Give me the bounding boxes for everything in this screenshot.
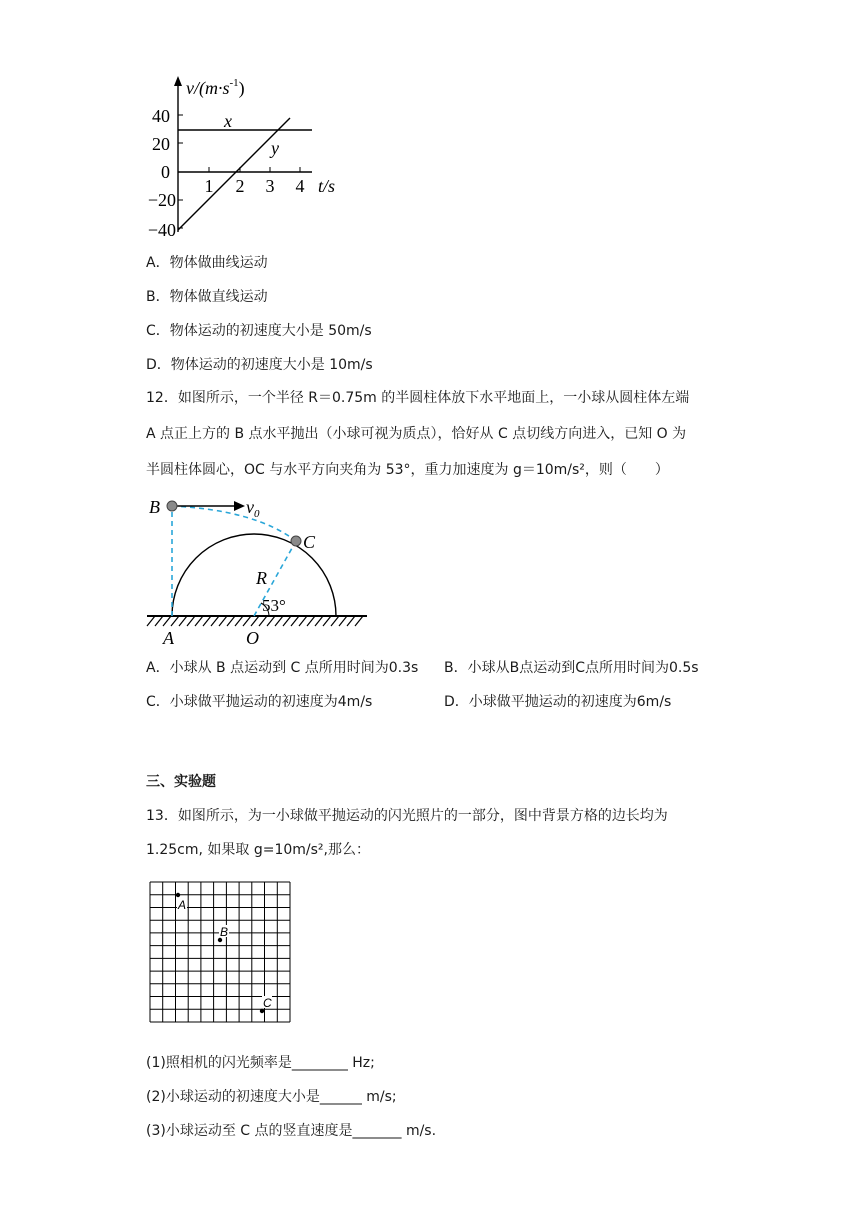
label-v0: $v_0$ — [246, 497, 260, 520]
q12-option-d: D．小球做平抛运动的初速度为6m/s — [444, 694, 672, 710]
q13-text-line1: 13．如图所示，为一小球做平抛运动的闪光照片的一部分，图中背景方格的边长均为 — [146, 808, 668, 824]
series-x-label: x — [224, 111, 232, 131]
y-tick-20: 20 — [152, 134, 170, 154]
ball-c — [291, 536, 301, 546]
graph-y-arrow — [174, 76, 182, 86]
q12-text-line1: 12．如图所示，一个半径 R＝0.75m 的半圆柱体放下水平地面上，一小球从圆柱体左端 — [146, 390, 690, 406]
label-o: O — [246, 628, 259, 648]
x-axis-label: t/s — [318, 176, 336, 196]
ball-b — [167, 501, 177, 511]
y-tick-0: 0 — [161, 162, 170, 182]
y-tick-neg20: −20 — [147, 190, 176, 210]
q11-option-d: D．物体运动的初速度大小是 10m/s — [146, 357, 373, 373]
q13-text-line2: 1.25cm, 如果取 g=10m/s²,那么： — [146, 842, 370, 858]
q12-option-a: A．小球从 B 点运动到 C 点所用时间为0.3s — [146, 660, 419, 676]
point-a — [176, 893, 180, 897]
q11-option-b: B．物体做直线运动 — [146, 289, 268, 305]
label-point-a: A — [178, 898, 187, 912]
section-heading: 三、实验题 — [146, 774, 216, 790]
q12-text-line3: 半圆柱体圆心，OC 与水平方向夹角为 53°，重力加速度为 g＝10m/s²，则（ ） — [146, 462, 669, 478]
q12-option-b: B．小球从B点运动到C点所用时间为0.5s — [444, 660, 699, 676]
label-a: A — [163, 628, 174, 648]
x-tick-1: 1 — [204, 176, 214, 196]
semicylinder-figure — [145, 490, 380, 650]
x-tick-2: 2 — [235, 176, 245, 196]
q13-sub1: (1)照相机的闪光频率是________ Hz; — [146, 1055, 375, 1071]
label-point-c: C — [263, 996, 272, 1010]
velocity-arrowhead — [234, 501, 245, 511]
ground-hatching — [147, 616, 363, 626]
label-c: C — [303, 532, 316, 552]
label-b: B — [149, 497, 160, 517]
label-r: R — [256, 568, 267, 588]
q12-text-line2: A 点正上方的 B 点水平抛出（小球可视为质点），恰好从 C 点切线方向进入，已知 O 为 — [146, 426, 687, 442]
q13-sub2: (2)小球运动的初速度大小是______ m/s; — [146, 1089, 397, 1105]
y-axis-label: $v/(m\cdot s^{-1})$ — [186, 77, 245, 98]
series-y-label: y — [271, 138, 279, 158]
q11-option-c: C．物体运动的初速度大小是 50m/s — [146, 323, 372, 339]
q12-option-c: C．小球做平抛运动的初速度为4m/s — [146, 694, 373, 710]
y-tick-40: 40 — [152, 106, 170, 126]
y-tick-neg40: −40 — [147, 220, 176, 240]
x-tick-3: 3 — [265, 176, 275, 196]
label-point-b: B — [220, 925, 229, 939]
label-angle: 53° — [262, 596, 286, 615]
velocity-time-graph — [140, 70, 360, 240]
q13-sub3: (3)小球运动至 C 点的竖直速度是_______ m/s. — [146, 1123, 437, 1139]
q11-option-a: A．物体做曲线运动 — [146, 255, 268, 271]
x-tick-4: 4 — [295, 176, 305, 196]
flash-photo-grid — [146, 878, 296, 1030]
series-y-line — [178, 118, 290, 230]
